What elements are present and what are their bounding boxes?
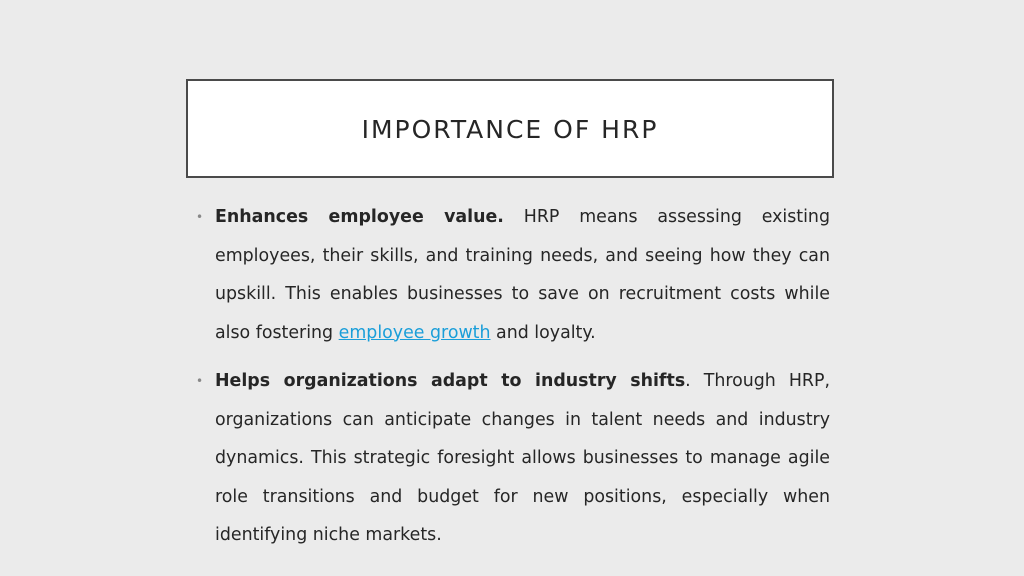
bullet-text — [215, 362, 830, 555]
bullet-body: HRP means assessing existing employees, their skills, and training needs, and seeing how they can upskill. This enables businesses to save on recruitment costs while also fostering — [215, 207, 830, 343]
bullet-item-enhances-employee-value — [188, 198, 830, 352]
bullet-icon: • — [196, 374, 204, 388]
bullet-body-end: and loyalty. — [490, 322, 596, 343]
bullet-body: . Through HRP, organizations can anticipate changes in talent needs and industry dynamics. This strategic foresight allows businesses to manage agile role transitions and budget for new positions, especially when identifying niche markets. — [215, 371, 830, 545]
employee-growth-link[interactable]: employee growth — [338, 322, 491, 343]
bullet-icon: • — [196, 210, 204, 224]
slide-title: IMPORTANCE OF HRP — [361, 115, 659, 144]
bullet-heading: Helps organizations adapt to industry shifts — [215, 371, 686, 391]
slide-content — [188, 198, 830, 565]
slide-title-box — [186, 79, 834, 178]
bullet-text — [215, 198, 830, 352]
bullet-heading: Enhances employee value. — [215, 207, 504, 227]
bullet-item-adapt-to-industry-shifts — [188, 362, 830, 555]
